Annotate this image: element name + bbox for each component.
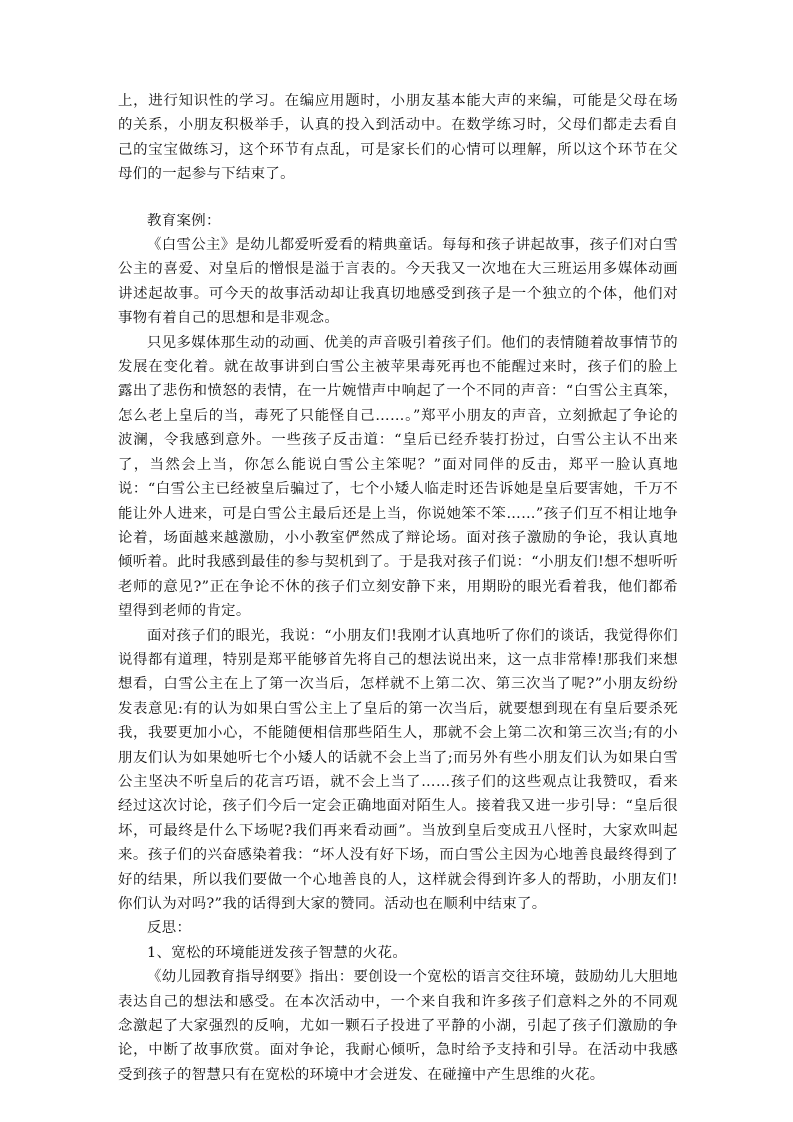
paragraph-intro-continued: 上，进行知识性的学习。在编应用题时，小朋友基本能大声的来编，可能是父母在场的关系，小朋友积极举手，认真的投入到活动中。在数学练习时，父母们都走去看自己的宝宝做练习，这个环节有点乱，可是家长们的心情可以理解，所以这个环节在父母们的一起参与下结束了。 (118, 93, 678, 183)
paragraph-debate: 只见多媒体那生动的动画、优美的声音吸引着孩子们。他们的表情随着故事情节的发展在变化着。就在故事讲到白雪公主被苹果毒死再也不能醒过来时，孩子们的脸上露出了悲伤和愤怒的表情，在一片婉惜声中响起了一个不同的声音：“白雪公主真笨，怎么老上皇后的当，毒死了只能怪自己……。”郑平小朋友的声音，立刻掀起了争论的波澜，令我感到意外。一些孩子反击道：“皇后已经乔装打扮过，白雪公主认不出来了，当然会上当，你怎么能说白雪公主笨呢？”面对同伴的反击，郑平一脸认真地说：“白雪公主已经被皇后骗过了，七个小矮人临走时还告诉她是皇后要害她，千万不能让外人进来，可是白雪公主最后还是上当，你说她笨不笨……”孩子们互不相让地争论着，场面越来越激励，小小教室俨然成了辩论场。面对孩子激励的争论，我认真地倾听着。此时我感到最佳的参与契机到了。于是我对孩子们说：“小朋友们!想不想听听老师的意见?”正在争论不休的孩子们立刻安静下来，用期盼的眼光看着我，他们都希望得到老师的肯定。 (118, 334, 678, 620)
document-body (118, 89, 678, 1087)
paragraph-guideline: 《幼儿园教育指导纲要》指出：要创设一个宽松的语言交往环境，鼓励幼儿大胆地表达自己的想法和感受。在本次活动中，一个来自我和许多孩子们意料之外的不同观念激起了大家强烈的反响，尤如一颗石子投进了平静的小湖，引起了孩子们激励的争论，中断了故事欣赏。面对争论，我耐心倾听，急时给予支持和引导。在活动中我感受到孩子的智慧只有在宽松的环境中才会迸发、在碰撞中产生思维的火花。 (118, 969, 678, 1083)
paragraph-teacher-response: 面对孩子们的眼光，我说：“小朋友们!我刚才认真地听了你们的谈话，我觉得你们说得都有道理，特别是郑平能够首先将自己的想法说出来，这一点非常棒!那我们来想想看，白雪公主在上了第一次当后，怎样就不上第二次、第三次当了呢?”小朋友纷纷发表意见:有的认为如果白雪公主上了皇后的第一次当后，就要想到现在有皇后要杀死我，我要更加小心，不能随便相信那些陌生人，那就不会上第二次和第三次当;有的小朋友们认为如果她听七个小矮人的话就不会上当了;而另外有些小朋友们认为如果白雪公主坚决不听皇后的花言巧语，就不会上当了……孩子们的这些观点让我赞叹，看来经过这次讨论，孩子们今后一定会正确地面对陌生人。接着我又进一步引导：“皇后很坏，可最终是什么下场呢?我们再来看动画”。当放到皇后变成丑八怪时，大家欢叫起来。孩子们的兴奋感染着我：“坏人没有好下场，而白雪公主因为心地善良最终得到了好的结果，所以我们要做一个心地善良的人，这样就会得到许多人的帮助，小朋友们!你们认为对吗?”我的话得到大家的赞同。活动也在顺利中结束了。 (118, 627, 678, 912)
reflection-point-1: 1、宽松的环境能迸发孩子智慧的火花。 (147, 944, 408, 961)
section-heading-case: 教育案例： (147, 212, 221, 229)
section-heading-reflection: 反思： (147, 920, 192, 937)
paragraph-spacer (118, 187, 678, 209)
paragraph-story-intro: 《白雪公主》是幼儿都爱听爱看的精典童话。每每和孩子讲起故事，孩子们对白雪公主的喜爱、对皇后的憎恨是溢于言表的。今天我又一次地在大三班运用多媒体动画讲述起故事。可今天的故事活动却让我真切地感受到孩子是一个独立的个体，他们对事物有着自己的思想和是非观念。 (118, 237, 678, 327)
